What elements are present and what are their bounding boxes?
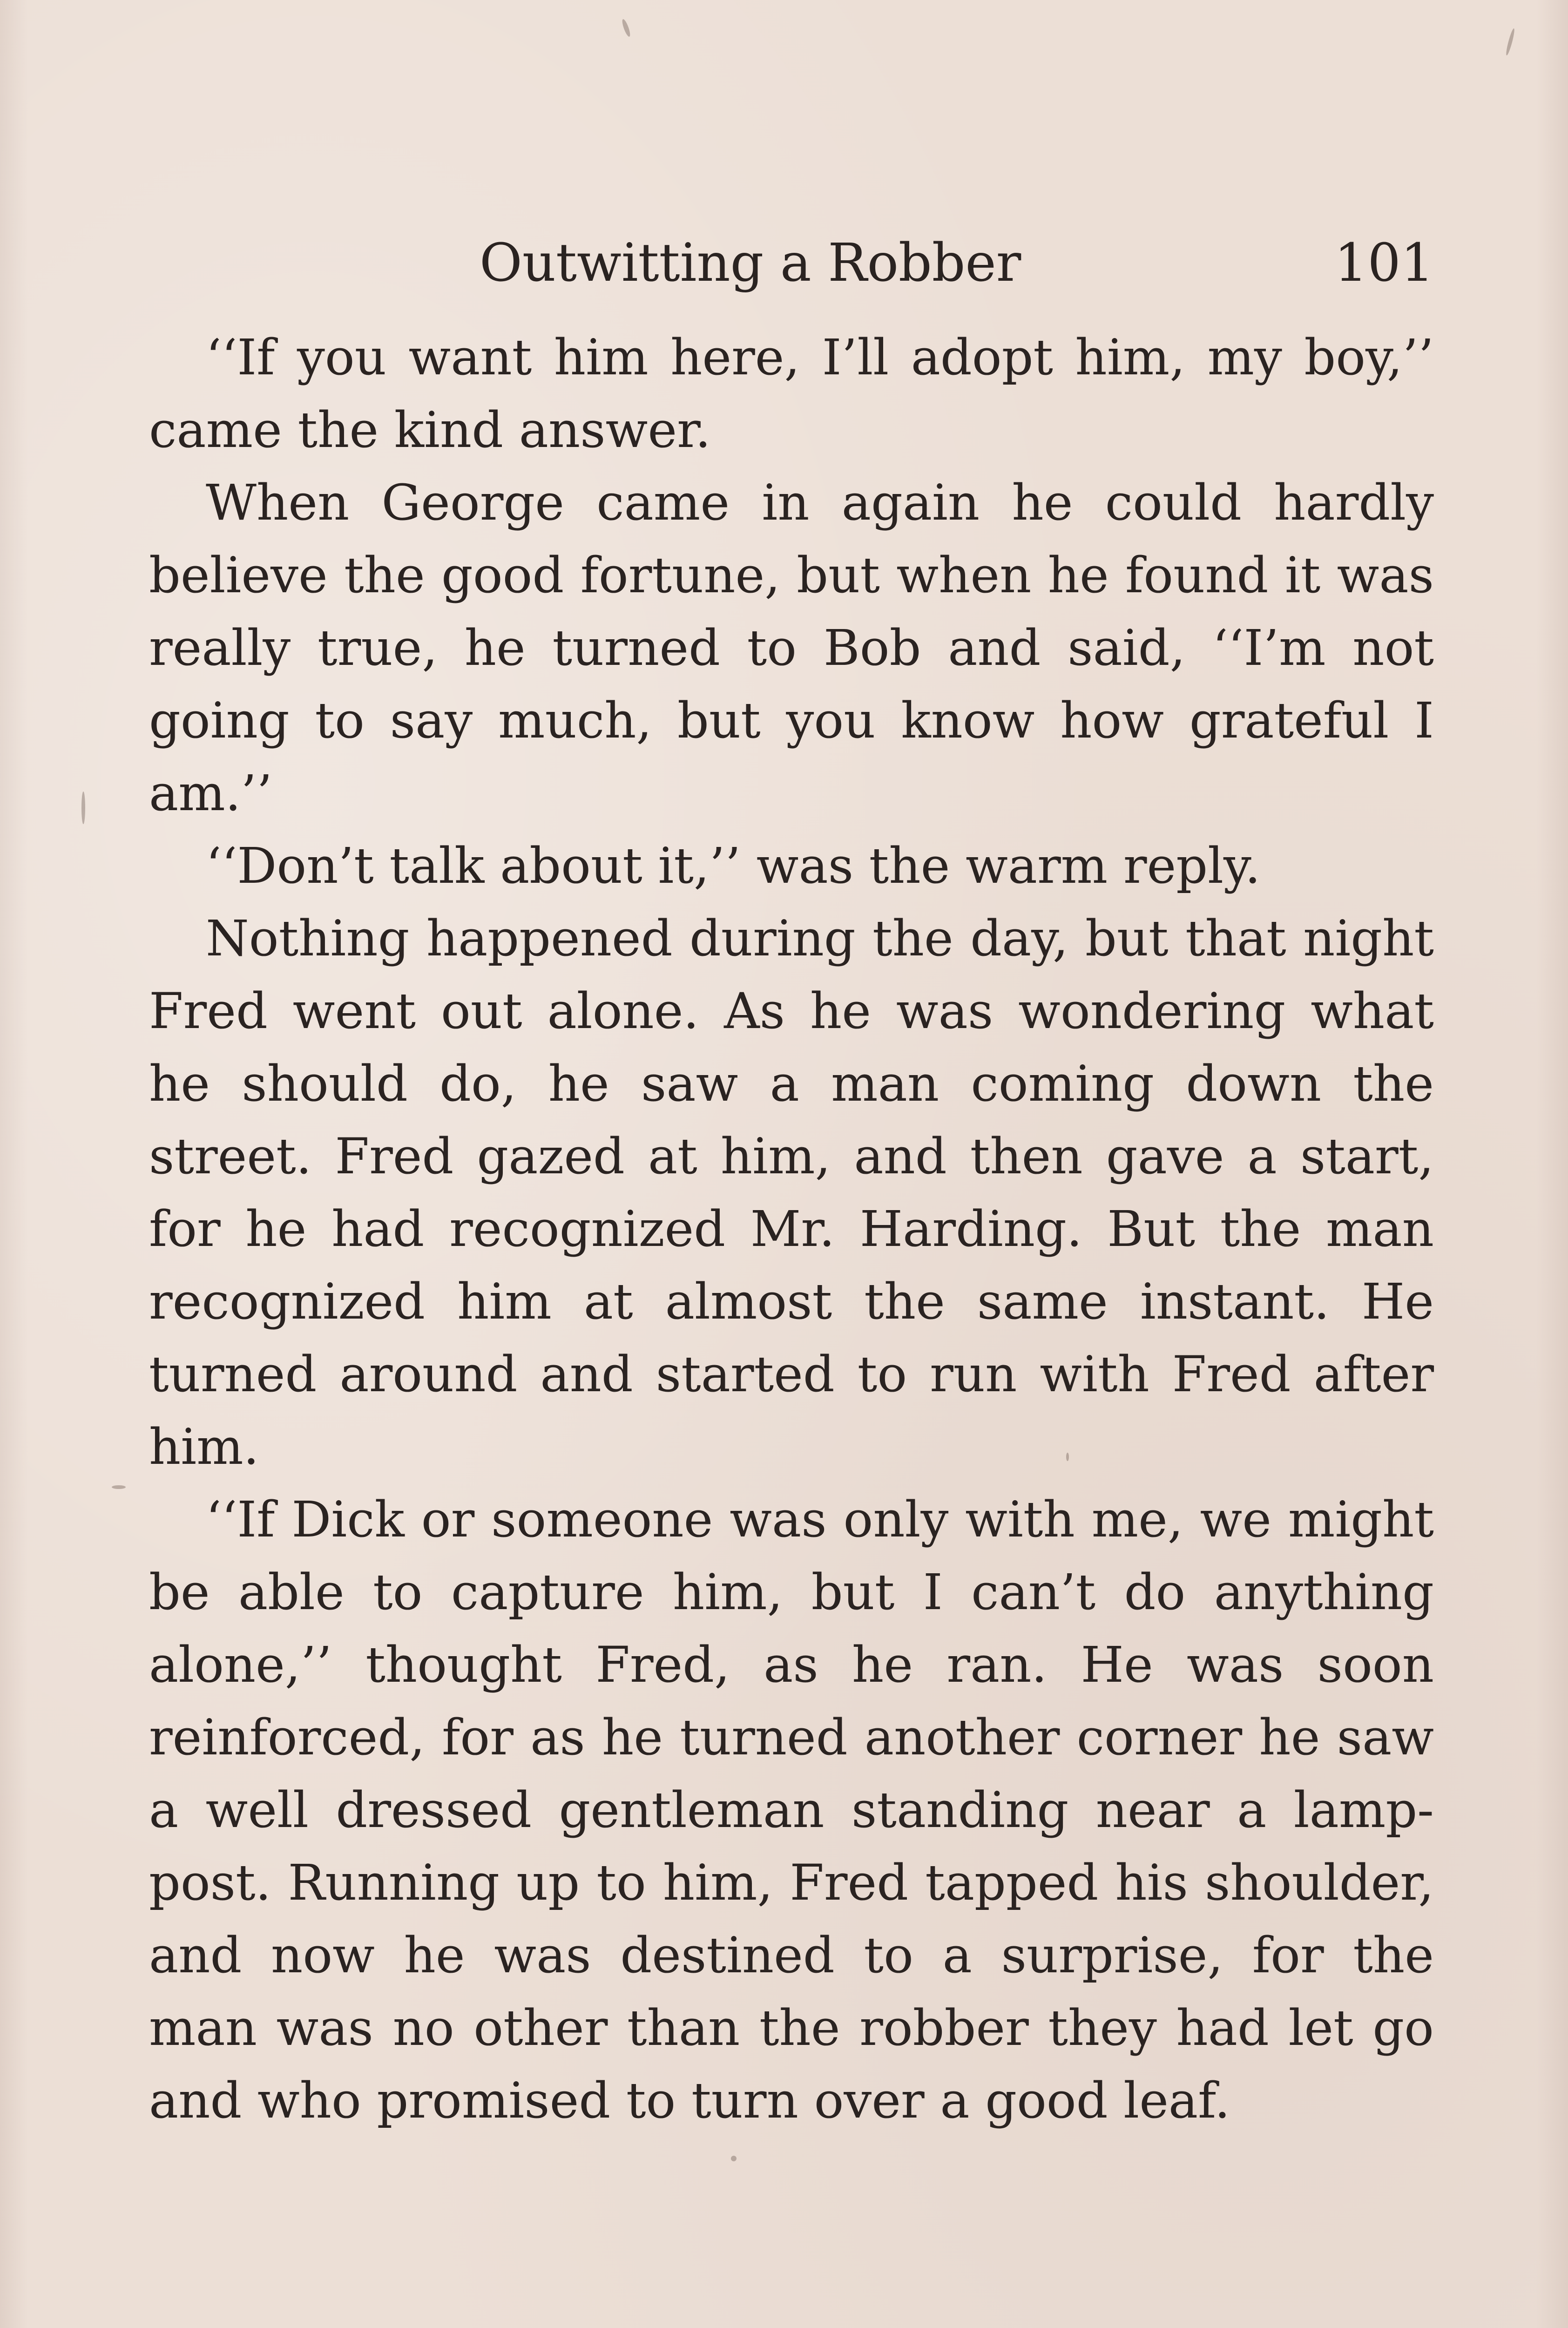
paper-speck <box>112 1485 126 1489</box>
running-head <box>149 223 1434 303</box>
paper-speck <box>1066 1453 1069 1461</box>
body-text <box>149 321 1434 2137</box>
page-number: 101 <box>1334 233 1434 293</box>
paper-speck <box>621 18 631 37</box>
paper-speck <box>731 2156 737 2161</box>
paragraph-1: ‘‘If you want him here, I’ll adopt him, my boy,’’ came the kind answer. <box>149 329 1434 459</box>
paper-speck <box>1505 28 1515 56</box>
paragraph-4: Nothing happened during the day, but that night Fred went out alone. As he was wondering what he should do, he saw a man coming down the street. Fred gazed at him, and then gave a start, for he had recognized Mr. Harding. But the man recognized him at almost the same instant. He turned around and started to run with Fred after him. <box>149 910 1434 1475</box>
paragraph-5: ‘‘If Dick or someone was only with me, we might be able to capture him, but I can’t do anything alone,’’ thought Fred, as he ran. He was soon reinforced, for as he turned another corner he saw a well dressed gentleman standing near a lamp-post. Running up to him, Fred tapped his shoulder, and now he was destined to a surprise, for the man was no other than the robber they had let go and who promised to turn over a good leaf. <box>149 1491 1434 2129</box>
running-title: Outwitting a Robber <box>480 233 1021 293</box>
paragraph-2: When George came in again he could hardly believe the good fortune, but when he found it was really true, he turned to Bob and said, ‘‘I’m not going to say much, but you know how grateful I am.’’ <box>149 474 1434 822</box>
paragraph-3: ‘‘Don’t talk about it,’’ was the warm reply. <box>206 837 1261 894</box>
paper-speck <box>81 792 85 824</box>
